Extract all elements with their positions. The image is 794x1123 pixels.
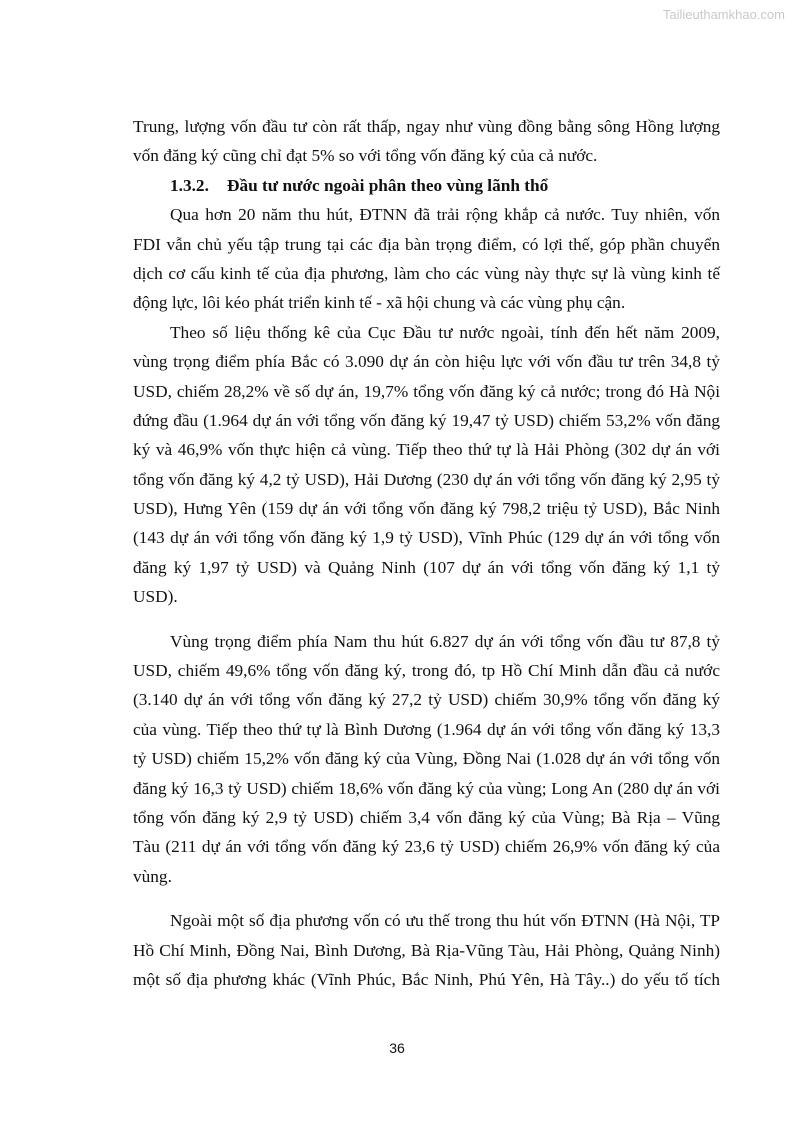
text-line: Ngoài một số địa phương vốn có ưu thế trong thu hút vốn ĐTNN (Hà Nội, TP (170, 911, 720, 931)
document-body (133, 112, 720, 994)
text-line: Tàu (211 dự án với tổng vốn đăng ký 23,6 tỷ USD) chiếm 26,9% vốn đăng ký của (133, 837, 720, 857)
text-line: của vùng. Tiếp theo thứ tự là Bình Dương (1.964 dự án với tổng vốn đăng ký 13,3 (133, 719, 720, 739)
text-line: Hồ Chí Minh, Đồng Nai, Bình Dương, Bà Rịa-Vũng Tàu, Hải Phòng, Quảng Ninh) (133, 940, 720, 960)
text-line: ký và 46,9% vốn thực hiện cả vùng. Tiếp theo thứ tự là Hải Phòng (302 dự án với (133, 440, 720, 460)
page-number: 36 (389, 1040, 405, 1056)
text-line: Qua hơn 20 năm thu hút, ĐTNN đã trải rộng khắp cả nước. Tuy nhiên, vốn (170, 205, 720, 225)
text-line: đăng ký 1,97 tỷ USD) và Quảng Ninh (107 dự án với tổng vốn đăng ký 1,1 tỷ (133, 557, 720, 577)
text-line: tổng vốn đăng ký 4,2 tỷ USD), Hải Dương (230 dự án với tổng vốn đăng ký 2,95 tỷ (133, 469, 720, 489)
watermark: Tailieuthamkhao.com (662, 7, 785, 22)
text-line: USD). (133, 587, 178, 607)
paragraph-spacing (133, 891, 720, 906)
text-line: tỷ USD) chiếm 15,2% vốn đăng ký của Vùng, Đồng Nai (1.028 dự án với tổng vốn (133, 749, 720, 769)
text-line: Trung, lượng vốn đầu tư còn rất thấp, ngay như vùng đồng bằng sông Hồng lượng (133, 117, 720, 136)
text-line: đăng ký 16,3 tỷ USD) chiếm 18,6% vốn đăng ký của vùng; Long An (280 dự án với (133, 778, 720, 798)
text-line: USD, chiếm 49,6% tổng vốn đăng ký, trong đó, tp Hồ Chí Minh dẫn đầu cả nước (133, 661, 720, 681)
text-line: vùng trọng điểm phía Bắc có 3.090 dự án còn hiệu lực với vốn đầu tư trên 34,8 tỷ (133, 352, 720, 372)
section-heading (133, 171, 720, 200)
section-title: Đầu tư nước ngoài phân theo vùng lãnh thổ (227, 175, 549, 195)
text-line: Vùng trọng điểm phía Nam thu hút 6.827 dự án với tổng vốn đầu tư 87,8 tỷ (170, 631, 720, 651)
paragraph-continuation (133, 112, 720, 171)
paragraph-other-localities (133, 906, 720, 994)
text-line: (3.140 dự án với tổng vốn đăng ký 27,2 tỷ USD) chiếm 30,9% tổng vốn đăng ký (133, 690, 720, 710)
text-line: động lực, lôi kéo phát triển kinh tế - xã hội chung và các vùng phụ cận. (133, 293, 626, 313)
text-line: vùng. (133, 866, 172, 886)
section-number: 1.3.2. (170, 175, 209, 195)
text-line: FDI vẫn chủ yếu tập trung tại các địa bàn trọng điểm, có lợi thế, góp phần chuyển (133, 234, 720, 254)
text-line: USD), Hưng Yên (159 dự án với tổng vốn đăng ký 798,2 triệu tỷ USD), Bắc Ninh (133, 499, 720, 519)
text-line: USD, chiếm 28,2% về số dự án, 19,7% tổng vốn đăng ký cả nước; trong đó Hà Nội (133, 381, 720, 401)
paragraph-south-region (133, 627, 720, 892)
text-line: dịch cơ cấu kinh tế của địa phương, làm cho các vùng này thực sự là vùng kinh tế (133, 263, 720, 283)
paragraph-overview (133, 200, 720, 318)
text-line: một số địa phương khác (Vĩnh Phúc, Bắc Ninh, Phú Yên, Hà Tây..) do yếu tố tích (133, 969, 720, 989)
text-line: Theo số liệu thống kê của Cục Đầu tư nước ngoài, tính đến hết năm 2009, (170, 322, 720, 342)
text-line: tổng vốn đăng ký 2,9 tỷ USD) chiếm 3,4 vốn đăng ký của Vùng; Bà Rịa – Vũng (133, 807, 720, 827)
text-line: (143 dự án với tổng vốn đăng ký 1,9 tỷ USD), Vĩnh Phúc (129 dự án với tổng vốn (133, 528, 720, 548)
paragraph-north-region (133, 318, 720, 612)
paragraph-spacing (133, 612, 720, 627)
text-line: đứng đầu (1.964 dự án với tổng vốn đăng ký 19,47 tỷ USD) chiếm 53,2% vốn đăng (133, 410, 720, 430)
text-line: vốn đăng ký cũng chỉ đạt 5% so với tổng vốn đăng ký của cả nước. (133, 146, 598, 166)
